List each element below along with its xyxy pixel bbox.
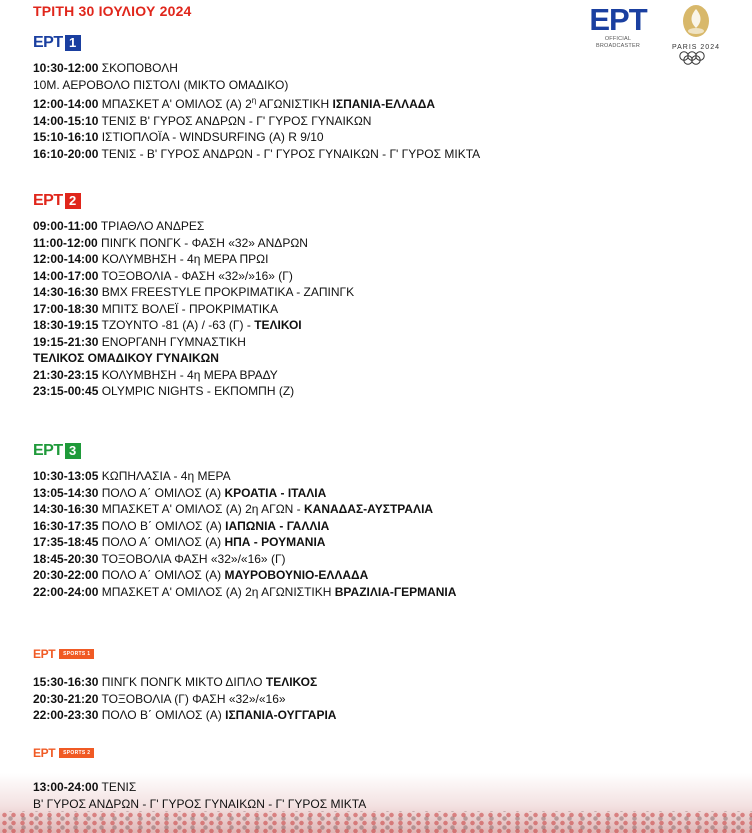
time-range: 19:15-21:30: [33, 334, 99, 349]
event-text: ΤΖΟΥΝΤΟ -81 (Α) / -63 (Γ) -: [98, 318, 255, 332]
event-text: ΜΠΙΤΣ ΒΟΛΕΪ - ΠΡΟΚΡΙΜΑΤΙΚΑ: [98, 301, 279, 316]
time-range: 22:00-23:30: [33, 708, 99, 722]
time-range: 10:30-13:05: [33, 469, 99, 483]
schedule-row: [33, 779, 733, 796]
schedule-row: [33, 707, 733, 724]
highlight-text: ΚΑΝΑΔΑΣ-ΑΥΣΤΡΑΛΙΑ: [304, 502, 434, 516]
highlight-text: ΜΑΥΡΟΒΟΥΝΙΟ-ΕΛΛΑΔΑ: [224, 568, 369, 582]
event-text: ΠΙΝΓΚ ΠΟΝΓΚ - ΦΑΣΗ «32» ΑΝΔΡΩΝ: [97, 235, 308, 250]
event-text: ΚΟΛΥΜΒΗΣΗ - 4η ΜΕΡΑ ΠΡΩΙ: [98, 252, 269, 266]
time-range: 14:30-16:30: [33, 285, 99, 299]
time-range: 15:10-16:10: [33, 130, 99, 144]
time-range: 12:00-14:00: [33, 97, 99, 111]
event-text: ΚΩΠΗΛΑΣΙΑ - 4η ΜΕΡΑ: [98, 469, 231, 483]
event-text: ΜΠΑΣΚΕΤ Α' ΟΜΙΛΟΣ (Α) 2η ΑΓΩΝ -: [98, 502, 305, 516]
schedule-row: [33, 534, 733, 551]
schedule-row: [33, 796, 733, 813]
schedule-list-ert2: [33, 218, 733, 400]
event-text: ΣΚΟΠΟΒΟΛΗ: [98, 61, 178, 75]
schedule-row: [33, 251, 733, 268]
time-range: 14:00-15:10: [33, 113, 99, 128]
highlight-text: ΤΕΛΙΚΟΣ: [265, 675, 318, 689]
schedule-row: [33, 350, 733, 367]
event-text: ΠΟΛΟ Β΄ ΟΜΙΛΟΣ (Α): [98, 518, 226, 533]
schedule-row: [33, 268, 733, 285]
time-range: 20:30-22:00: [33, 568, 99, 582]
highlight-text: ΚΡΟΑΤΙΑ - ΙΤΑΛΙΑ: [224, 485, 327, 500]
channel-logo-ert3: [33, 442, 733, 460]
olympic-flame-icon: [676, 4, 716, 38]
event-text: ΤΕΝΙΣ Β' ΓΥΡΟΣ ΑΝΔΡΩΝ - Γ' ΓΥΡΟΣ ΓΥΝΑΙΚΩΝ: [98, 113, 372, 128]
event-text: 10Μ. ΑΕΡΟΒΟΛΟ ΠΙΣΤΟΛΙ (ΜΙΚΤΟ ΟΜΑΔΙΚΟ): [33, 77, 289, 92]
channel-logo-sports2: [33, 746, 733, 760]
time-range: 15:30-16:30: [33, 675, 99, 689]
schedule-list-sports2: [33, 779, 733, 812]
schedule-list-ert3: [33, 468, 733, 600]
event-text: ΠΙΝΓΚ ΠΟΝΓΚ ΜΙΚΤΟ ΔΙΠΛΟ: [98, 675, 266, 689]
time-range: 13:00-24:00: [33, 780, 99, 794]
time-range: 09:00-11:00: [33, 219, 98, 233]
event-text: Β' ΓΥΡΟΣ ΑΝΔΡΩΝ - Γ' ΓΥΡΟΣ ΓΥΝΑΙΚΩΝ - Γ' ΓΥΡΟΣ ΜΙΚΤΑ: [33, 796, 367, 811]
section-ert1: [33, 34, 733, 162]
ert3-number: 3: [65, 443, 81, 459]
ordinal-superscript: η: [251, 96, 257, 105]
event-text: ΕΝΟΡΓΑΝΗ ΓΥΜΝΑΣΤΙΚΗ: [98, 334, 246, 349]
sports1-badge: SPORTS 1: [59, 649, 94, 659]
channel-logo-sports1: [33, 647, 733, 661]
time-range: 14:30-16:30: [33, 502, 99, 516]
highlight-text: ΙΣΠΑΝΙΑ-ΟΥΓΓΑΡΙΑ: [225, 708, 337, 722]
channel-logo-ert1: [33, 34, 733, 52]
schedule-row: [33, 518, 733, 535]
event-text: ΑΓΩΝΙΣΤΙΚΗ: [256, 97, 333, 111]
schedule-row: [33, 129, 733, 146]
time-range: 12:00-14:00: [33, 252, 99, 266]
event-text: ΚΟΛΥΜΒΗΣΗ - 4η ΜΕΡΑ ΒΡΑΔΥ: [98, 367, 278, 382]
section-ert3: [33, 442, 733, 600]
schedule-row: [33, 501, 733, 518]
schedule-row: [33, 77, 733, 94]
event-text: ΠΟΛΟ Α΄ ΟΜΙΛΟΣ (Α): [98, 568, 225, 582]
schedule-row: [33, 113, 733, 130]
time-range: 11:00-12:00: [33, 235, 98, 250]
time-range: 20:30-21:20: [33, 691, 99, 706]
ert2-name: ΕΡΤ: [33, 192, 63, 209]
highlight-text: ΙΑΠΩΝΙΑ - ΓΑΛΛΙΑ: [225, 518, 330, 533]
channel-logo-ert2: [33, 192, 733, 210]
sports1-name: ΕΡΤ: [33, 647, 56, 661]
time-range: 17:35-18:45: [33, 535, 99, 549]
time-range: 13:05-14:30: [33, 485, 99, 500]
highlight-text: ΒΡΑΖΙΛΙΑ-ΓΕΡΜΑΝΙΑ: [334, 584, 457, 599]
schedule-list-ert1: [33, 60, 733, 162]
schedule-row: [33, 485, 733, 502]
ert1-name: ΕΡΤ: [33, 34, 63, 51]
schedule-row: [33, 218, 733, 235]
schedule-row: [33, 146, 733, 163]
event-text: ΜΠΑΣΚΕΤ Α' ΟΜΙΛΟΣ (Α) 2: [98, 97, 252, 111]
section-ert-sports2: [33, 746, 733, 812]
event-text: ΤΕΝΙΣ - Β' ΓΥΡΟΣ ΑΝΔΡΩΝ - Γ' ΓΥΡΟΣ ΓΥΝΑΙΚΩΝ - Γ' ΓΥΡΟΣ ΜΙΚΤΑ: [98, 146, 481, 161]
paris-2024-text: PARIS 2024: [671, 44, 720, 51]
event-text: ΙΣΤΙΟΠΛΟΪΑ - WINDSURFING (Α) R 9/10: [98, 130, 324, 144]
schedule-row: [33, 674, 733, 691]
time-range: 17:00-18:30: [33, 301, 99, 316]
sports2-badge: SPORTS 2: [59, 748, 94, 758]
schedule-row: [33, 567, 733, 584]
crowd-pattern: [0, 811, 752, 833]
event-text: ΤΕΝΙΣ: [98, 780, 137, 794]
schedule-row: [33, 383, 733, 400]
time-range: 23:15-00:45: [33, 384, 99, 398]
section-ert2: [33, 192, 733, 400]
event-text: ΤΟΞΟΒΟΛΙΑ ΦΑΣΗ «32»/«16» (Γ): [98, 551, 286, 566]
schedule-row: [33, 584, 733, 601]
schedule-row: [33, 468, 733, 485]
schedule-row: [33, 367, 733, 384]
time-range: 22:00-24:00: [33, 584, 99, 599]
schedule-row: [33, 334, 733, 351]
schedule-row: [33, 551, 733, 568]
schedule-row: [33, 691, 733, 708]
event-text: ΠΟΛΟ Α΄ ΟΜΙΛΟΣ (Α): [98, 485, 225, 500]
schedule-date: ΤΡΙΤΗ 30 ΙΟΥΛΙΟΥ 2024: [33, 3, 192, 19]
schedule-row: [33, 284, 733, 301]
highlight-text: ΤΕΛΙΚΟΙ: [254, 318, 302, 332]
time-range: 14:00-17:00: [33, 268, 99, 283]
section-ert-sports1: [33, 647, 733, 724]
highlight-text: ΗΠΑ - ΡΟΥΜΑΝΙΑ: [224, 535, 326, 549]
event-text: ΤΡΙΑΘΛΟ ΑΝΔΡΕΣ: [97, 219, 205, 233]
time-range: 18:45-20:30: [33, 551, 99, 566]
schedule-list-sports1: [33, 674, 733, 724]
schedule-row: [33, 235, 733, 252]
event-text: ΜΠΑΣΚΕΤ Α' ΟΜΙΛΟΣ (Α) 2η ΑΓΩΝΙΣΤΙΚΗ: [98, 584, 335, 599]
event-text: ΠΟΛΟ Α΄ ΟΜΙΛΟΣ (Α): [98, 535, 225, 549]
event-text: ΤΟΞΟΒΟΛΙΑ (Γ) ΦΑΣΗ «32»/«16»: [98, 691, 286, 706]
highlight-text: ΙΣΠΑΝΙΑ-ΕΛΛΑΔΑ: [332, 97, 436, 111]
ert2-number: 2: [65, 193, 81, 209]
schedule-row: [33, 301, 733, 318]
schedule-row: [33, 317, 733, 334]
schedule-row: [33, 60, 733, 77]
ert-logo-brand: ΕΡΤ: [589, 2, 647, 37]
event-text: BMX FREESTYLE ΠΡΟΚΡΙΜΑΤΙΚΑ - ΖΑΠΙΝΓΚ: [98, 285, 355, 299]
event-text: OLYMPIC NIGHTS - ΕΚΠΟΜΠΗ (Ζ): [98, 384, 295, 398]
highlight-text: ΤΕΛΙΚΟΣ ΟΜΑΔΙΚΟΥ ΓΥΝΑΙΚΩΝ: [33, 351, 219, 365]
ert3-name: ΕΡΤ: [33, 442, 63, 459]
sports2-name: ΕΡΤ: [33, 746, 56, 760]
time-range: 16:30-17:35: [33, 518, 99, 533]
time-range: 10:30-12:00: [33, 61, 99, 75]
ert-logo-broadcaster: BROADCASTER: [595, 43, 641, 49]
time-range: 18:30-19:15: [33, 318, 99, 332]
time-range: 16:10-20:00: [33, 146, 99, 161]
ert-logo-official: OFFICIAL: [604, 36, 632, 42]
event-text: ΠΟΛΟ Β΄ ΟΜΙΛΟΣ (Α): [98, 708, 226, 722]
event-text: ΤΟΞΟΒΟΛΙΑ - ΦΑΣΗ «32»/»16» (Γ): [98, 268, 293, 283]
time-range: 21:30-23:15: [33, 367, 99, 382]
ert1-number: 1: [65, 35, 81, 51]
schedule-row: [33, 93, 733, 113]
